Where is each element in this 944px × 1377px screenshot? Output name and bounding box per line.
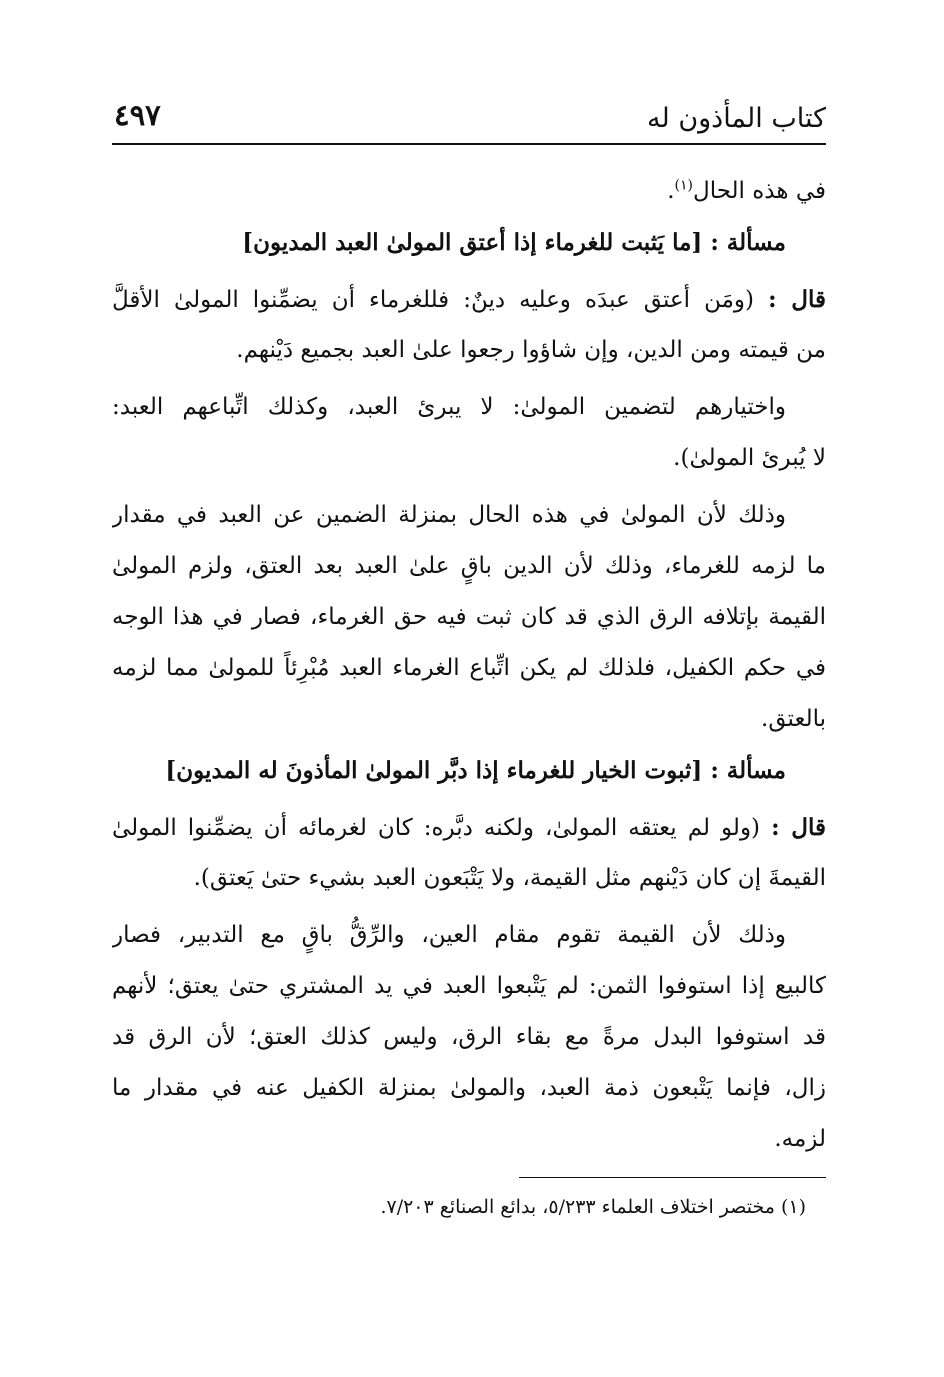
text-run: القيمة بإتلافه الرق الذي قد كان ثبت فيه حق الغرماء، فصار في هذا الوجه bbox=[112, 604, 826, 630]
paragraph-line bbox=[112, 1063, 826, 1114]
text-run: في حكم الكفيل، فلذلك لم يكن اتِّباع الغرماء العبد مُبْرِئاً للمولىٰ مما لزمه bbox=[112, 655, 826, 681]
footnote-rule bbox=[519, 1177, 826, 1178]
footnote-marker: (١) bbox=[674, 177, 693, 194]
paragraph-line bbox=[112, 490, 826, 541]
text-run: القيمةَ إن كان دَيْنهم مثل القيمة، ولا يَتْبَعون العبد بشيء حتىٰ يَعتق). bbox=[193, 865, 826, 891]
text-run: . bbox=[667, 178, 675, 204]
text-run: زال، فإنما يَتْبعون ذمة العبد، والمولىٰ بمنزلة الكفيل عنه في مقدار ما bbox=[112, 1075, 826, 1101]
text-run: وذلك لأن المولىٰ في هذه الحال بمنزلة الضمين عن العبد في مقدار bbox=[112, 502, 786, 528]
paragraph-line bbox=[112, 325, 826, 376]
page-header bbox=[112, 98, 826, 142]
text-run: (ومَن أعتق عبدَه وعليه دينٌ: فللغرماء أن يضمِّنوا المولىٰ الأقلَّ bbox=[112, 287, 754, 313]
text-run: لزمه. bbox=[774, 1126, 826, 1152]
heading-title: [ما يَثبت للغرماء إذا أعتق المولىٰ العبد المديون] bbox=[242, 229, 703, 256]
paragraph-line bbox=[112, 802, 826, 853]
paragraph-line bbox=[112, 910, 826, 961]
text-run: بالعتق. bbox=[761, 706, 826, 732]
text-run: لا يُبرئ المولىٰ). bbox=[673, 445, 826, 471]
header-rule bbox=[112, 143, 826, 145]
paragraph-line bbox=[112, 166, 826, 217]
issue-heading bbox=[112, 745, 826, 796]
text-run: في هذه الحال bbox=[692, 178, 826, 204]
text-run: كالبيع إذا استوفوا الثمن: لم يَتْبعوا العبد في يد المشتري حتىٰ يعتق؛ لأنهم bbox=[112, 973, 826, 999]
qala-label: قال : bbox=[771, 814, 826, 841]
heading-title: [ثبوت الخيار للغرماء إذا دبَّر المولىٰ المأذونَ له المديون] bbox=[165, 757, 703, 784]
paragraph-line bbox=[112, 694, 826, 745]
heading-label: مسألة : bbox=[710, 757, 786, 784]
paragraph-line bbox=[112, 643, 826, 694]
running-title: كتاب المأذون له bbox=[647, 103, 826, 134]
text-run: (ولو لم يعتقه المولىٰ، ولكنه دبَّره: كان لغرمائه أن يضمِّنوا المولىٰ bbox=[112, 815, 761, 841]
text-run: قد استوفوا البدل مرةً مع بقاء الرق، وليس كذلك العتق؛ لأن الرق قد bbox=[112, 1024, 826, 1050]
text-run: ما لزمه للغرماء، وذلك لأن الدين باقٍ علىٰ العبد بعد العتق، ولزم المولىٰ bbox=[112, 553, 826, 579]
text-run: واختيارهم لتضمين المولىٰ: لا يبرئ العبد، وكذلك اتِّباعهم العبد: bbox=[112, 394, 786, 420]
issue-heading bbox=[112, 217, 826, 268]
qala-label: قال : bbox=[768, 286, 826, 313]
page-number: ٤٩٧ bbox=[114, 98, 161, 132]
body-text bbox=[112, 166, 826, 1165]
paragraph-line bbox=[112, 1012, 826, 1063]
paragraph-line bbox=[112, 853, 826, 904]
paragraph-line bbox=[112, 274, 826, 325]
text-run: من قيمته ومن الدين، وإن شاؤوا رجعوا علىٰ العبد بجميع دَيْنهم. bbox=[236, 337, 826, 363]
book-page bbox=[112, 0, 826, 1377]
paragraph-line bbox=[112, 541, 826, 592]
paragraph-line bbox=[112, 961, 826, 1012]
paragraph-line bbox=[112, 433, 826, 484]
footnote: (١) مختصر اختلاف العلماء ٥/٢٣٣، بدائع الصنائع ٧/٢٠٣. bbox=[380, 1196, 806, 1218]
paragraph-line bbox=[112, 592, 826, 643]
heading-label: مسألة : bbox=[710, 229, 786, 256]
paragraph-line bbox=[112, 1114, 826, 1165]
text-run: وذلك لأن القيمة تقوم مقام العين، والرِّقُّ باقٍ مع التدبير، فصار bbox=[112, 922, 786, 948]
paragraph-line bbox=[112, 382, 826, 433]
